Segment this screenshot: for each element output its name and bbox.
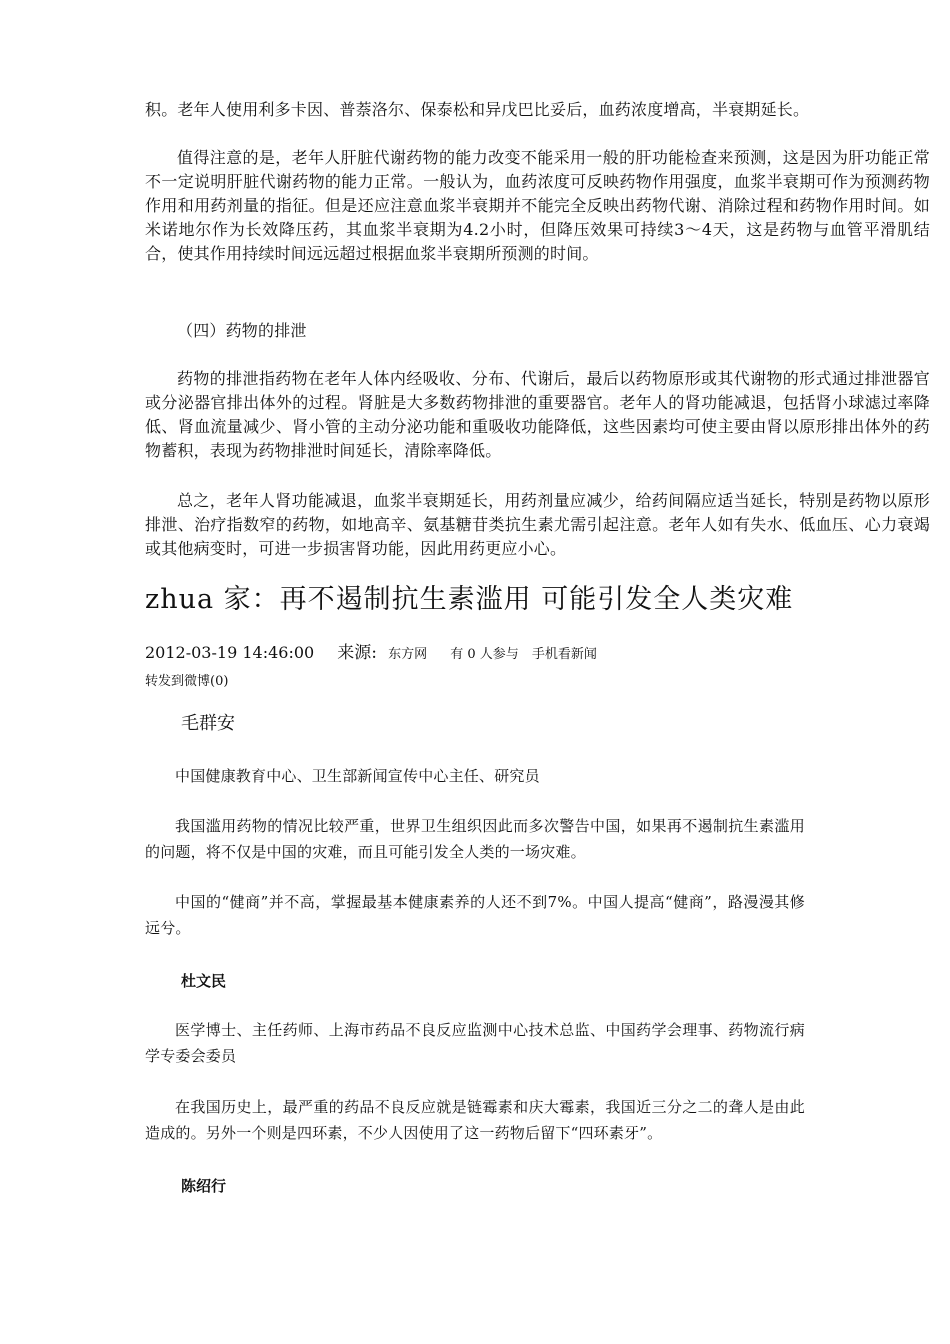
article-meta bbox=[145, 638, 597, 663]
expert-title: 中国健康教育中心、卫生部新闻宣传中心主任、研究员 bbox=[175, 767, 540, 785]
article-datetime: 2012-03-19 14:46:00 bbox=[145, 643, 315, 662]
source-link[interactable]: 东方网 bbox=[388, 647, 428, 662]
expert-title: 医学博士、主任药师、上海市药品不良反应监测中心技术总监、中国药学会理事、药物流行病学专委会委员 bbox=[145, 1021, 805, 1065]
expert-quote: 在我国历史上，最严重的药品不良反应就是链霉素和庆大霉素，我国近三分之二的聋人是由此造成的。另外一个则是四环素，不少人因使用了这一药物后留下“四环素牙”。 bbox=[145, 1098, 805, 1142]
section-heading-excretion: （四）药物的排泄 bbox=[177, 321, 307, 340]
expert-name: 毛群安 bbox=[181, 713, 235, 734]
paragraph-continuation: 积。老年人使用利多卡因、普萘洛尔、保泰松和异戊巴比妥后，血药浓度增高，半衰期延长。 bbox=[145, 100, 810, 119]
expert-name: 杜文民 bbox=[181, 972, 227, 990]
participants-count: 有 0 人参与 bbox=[450, 647, 519, 662]
paragraph-excretion: 药物的排泄指药物在老年人体内经吸收、分布、代谢后，最后以药物原形或其代谢物的形式通过排泄器官或分泌器官排出体外的过程。肾脏是大多数药物排泄的重要器官。老年人的肾功能减退，包括肾小球滤过率降低、肾血流量减少、肾小管的主动分泌功能和重吸收功能降低，这些因素均可使主要由肾以原形排出体外的药物蓄积，表现为药物排泄时间延长，清除率降低。 bbox=[145, 369, 930, 460]
article-title: zhua 家：再不遏制抗生素滥用 可能引发全人类灾难 bbox=[145, 584, 794, 615]
repost-weibo-link[interactable]: 转发到微博(0) bbox=[145, 674, 229, 689]
paragraph-liver-metabolism: 值得注意的是，老年人肝脏代谢药物的能力改变不能采用一般的肝功能检查来预测，这是因为肝功能正常不一定说明肝脏代谢药物的能力正常。一般认为，血药浓度可反映药物作用强度，血浆半衰期可作为预测药物作用和用药剂量的指征。但是还应注意血浆半衰期并不能完全反映出药物代谢、消除过程和药物作用时间。如米诺地尔作为长效降压药，其血浆半衰期为4.2小时，但降压效果可持续3～4天，这是药物与血管平滑肌结合，使其作用持续时间远远超过根据血浆半衰期所预测的时间。 bbox=[145, 148, 930, 263]
expert-name: 陈绍行 bbox=[181, 1177, 227, 1195]
expert-quote: 我国滥用药物的情况比较严重，世界卫生组织因此而多次警告中国，如果再不遏制抗生素滥用的问题，将不仅是中国的灾难，而且可能引发全人类的一场灾难。 bbox=[145, 817, 805, 861]
expert-quote: 中国的“健商”并不高，掌握最基本健康素养的人还不到7%。中国人提高“健商”，路漫漫其修远兮。 bbox=[145, 893, 805, 937]
paragraph-summary: 总之，老年人肾功能减退，血浆半衰期延长，用药剂量应减少，给药间隔应适当延长，特别是药物以原形排泄、治疗指数窄的药物，如地高辛、氨基糖苷类抗生素尤需引起注意。老年人如有失水、低血压、心力衰竭或其他病变时，可进一步损害肾功能，因此用药更应小心。 bbox=[145, 491, 930, 558]
source-label: 来源: bbox=[337, 643, 378, 663]
mobile-news-link[interactable]: 手机看新闻 bbox=[531, 647, 597, 662]
